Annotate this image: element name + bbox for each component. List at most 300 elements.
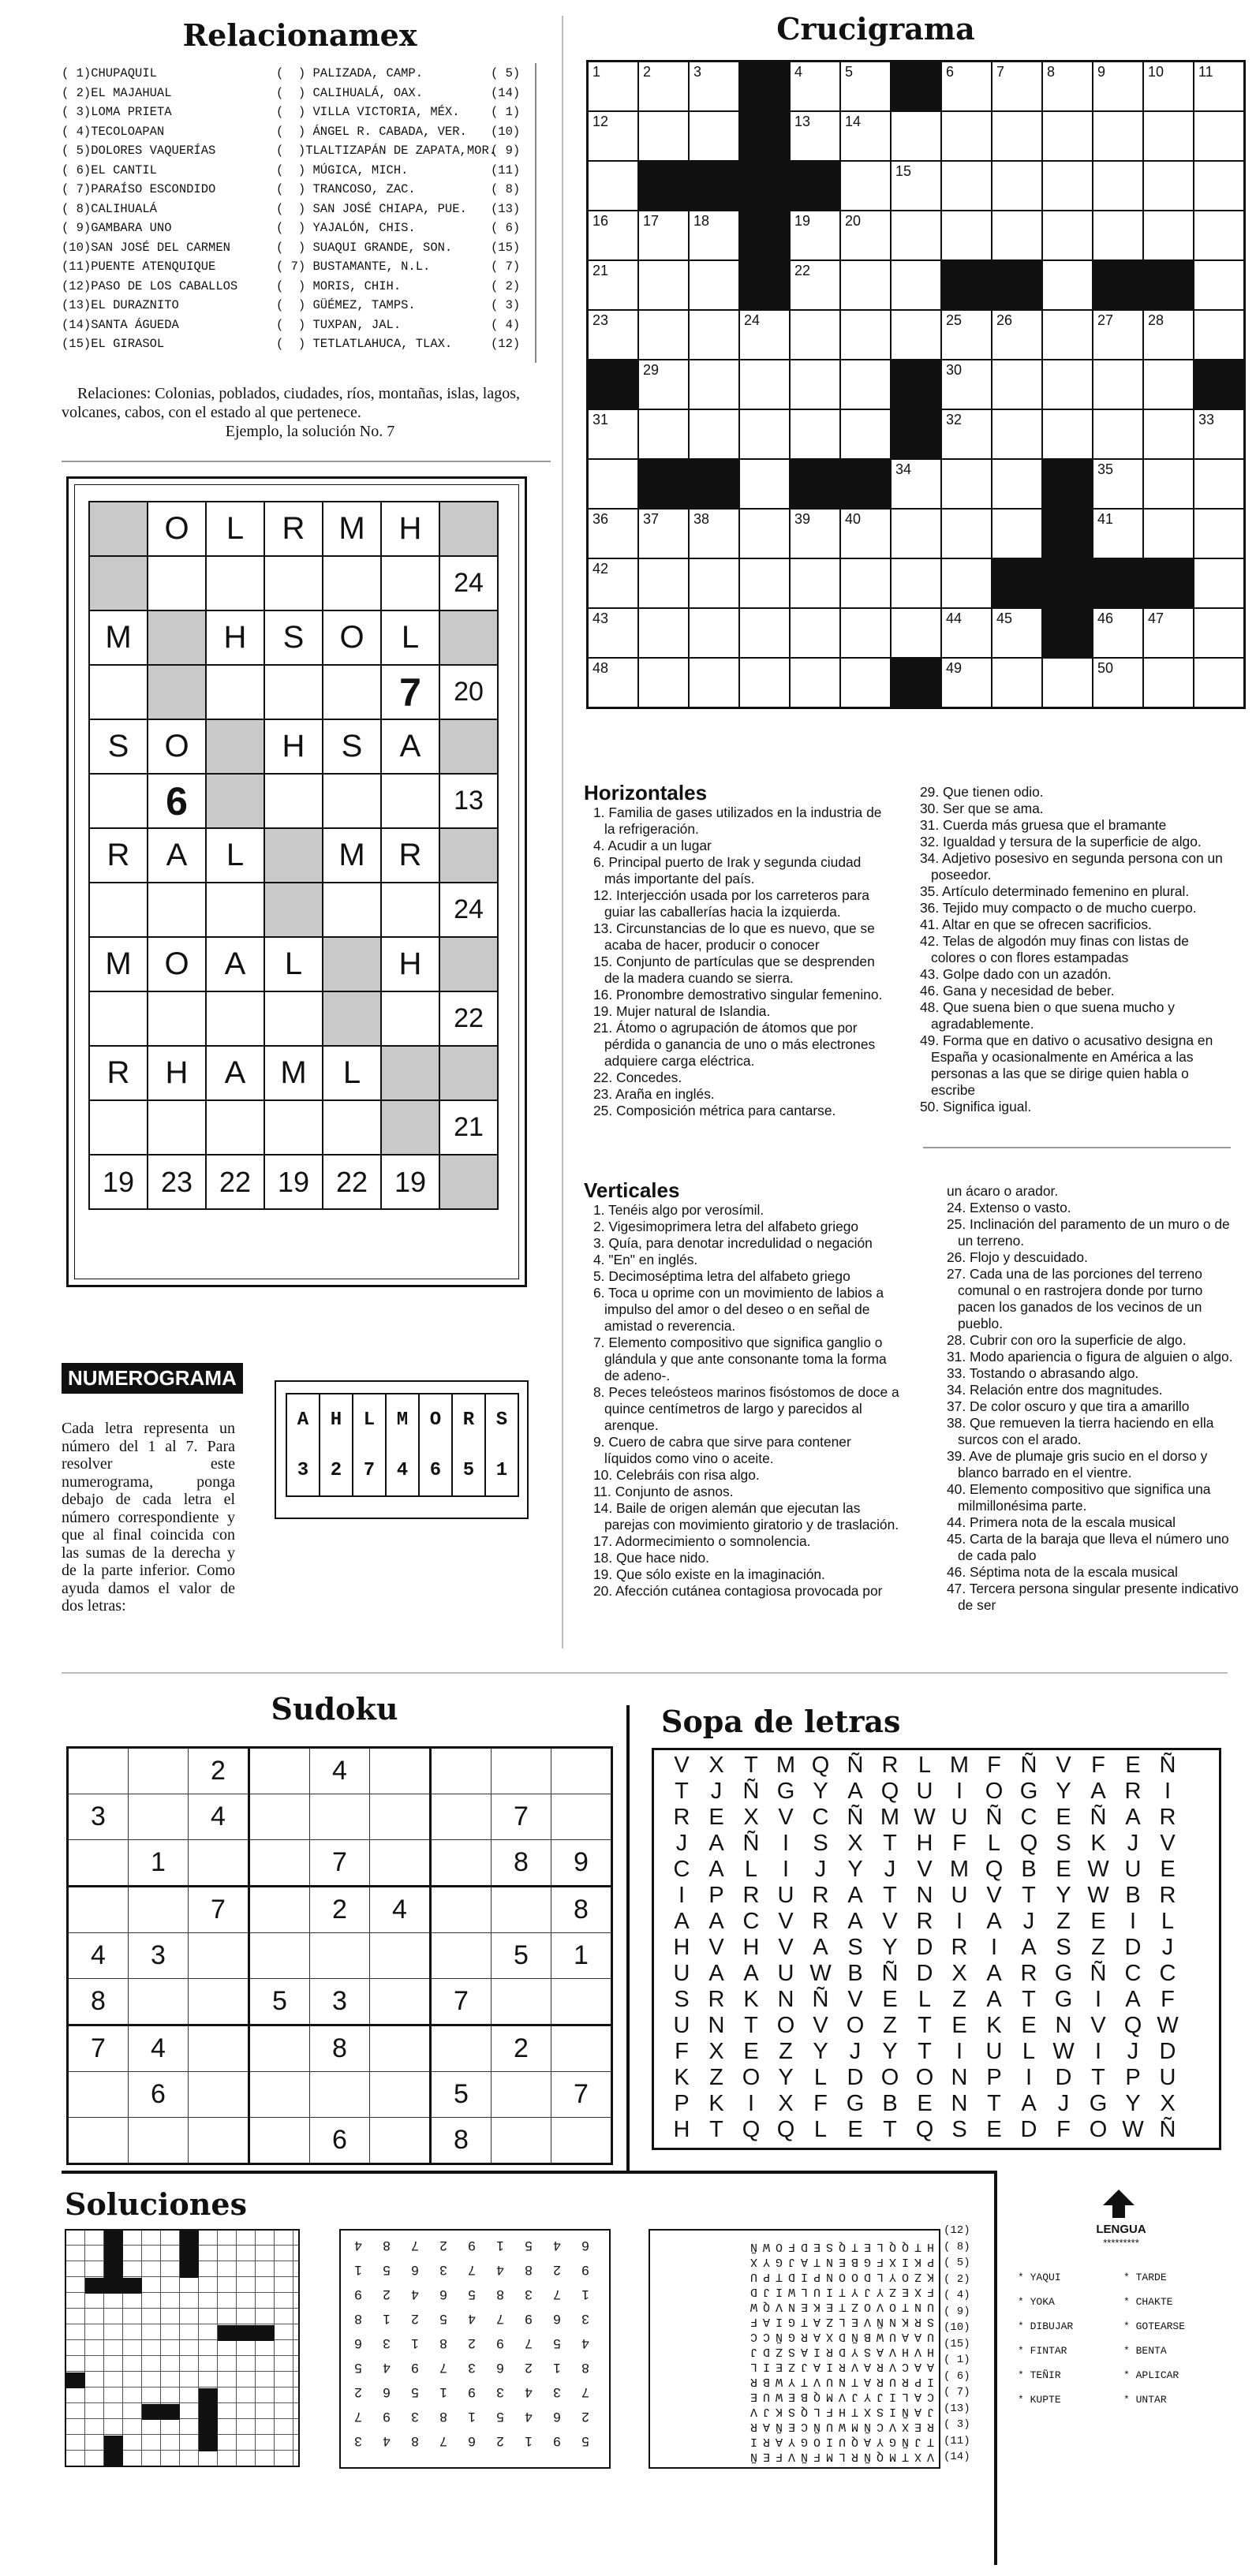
sopa-letter[interactable]: W (1087, 1883, 1109, 1908)
sudoku-cell[interactable] (249, 1933, 310, 1979)
sopa-letter[interactable]: A (1125, 1987, 1141, 2012)
sopa-letter[interactable]: I (955, 2039, 963, 2064)
numerograma-cell[interactable]: 6 (148, 774, 206, 828)
numerograma-cell[interactable] (264, 883, 323, 937)
sopa-letter[interactable]: E (743, 2039, 759, 2064)
crossword-black-cell[interactable] (1093, 260, 1143, 310)
crossword-cell[interactable] (1042, 658, 1093, 708)
sopa-letter[interactable]: O (1089, 2117, 1108, 2142)
crossword-black-cell[interactable] (1143, 558, 1194, 608)
sopa-letter[interactable]: Q (742, 2117, 761, 2142)
sopa-letter[interactable]: P (986, 2065, 1002, 2090)
sudoku-cell[interactable] (68, 2072, 129, 2118)
sopa-letter[interactable]: I (747, 2091, 755, 2116)
crossword-cell[interactable]: 21 (588, 260, 639, 310)
sudoku-cell[interactable] (129, 1979, 189, 2025)
sudoku-cell[interactable]: 4 (129, 2025, 189, 2072)
numerograma-cell[interactable]: H (148, 1046, 206, 1100)
crossword-cell[interactable] (840, 608, 891, 658)
sopa-letter[interactable]: J (1057, 2091, 1070, 2116)
sudoku-cell[interactable] (431, 2025, 492, 2072)
crossword-cell[interactable] (790, 409, 840, 459)
sopa-letter[interactable]: W (809, 1961, 832, 1986)
sudoku-cell[interactable]: 7 (492, 1794, 551, 1840)
crossword-cell[interactable]: 24 (739, 310, 790, 360)
crossword-black-cell[interactable] (1194, 360, 1245, 409)
numerograma-cell[interactable] (264, 1100, 323, 1155)
numerograma-cell[interactable] (264, 665, 323, 719)
crossword-cell[interactable] (891, 211, 941, 260)
crossword-cell[interactable] (638, 658, 689, 708)
sopa-letter[interactable]: P (1125, 2065, 1141, 2090)
sudoku-cell[interactable]: 2 (189, 1748, 249, 1794)
sudoku-cell[interactable] (370, 2025, 431, 2072)
crossword-cell[interactable] (739, 459, 790, 509)
crossword-cell[interactable] (1093, 211, 1143, 260)
sudoku-cell[interactable]: 1 (129, 1840, 189, 1887)
sudoku-cell[interactable]: 8 (492, 1840, 551, 1887)
sopa-letter[interactable]: R (812, 1909, 829, 1934)
crossword-cell[interactable]: 32 (941, 409, 992, 459)
numerograma-cell[interactable]: R (264, 502, 323, 556)
crossword-cell[interactable]: 39 (790, 509, 840, 558)
numerograma-cell[interactable]: R (89, 1046, 148, 1100)
crossword-cell[interactable] (840, 658, 891, 708)
sopa-letter[interactable]: E (1056, 1805, 1071, 1830)
crossword-cell[interactable] (1042, 260, 1093, 310)
sopa-letter[interactable]: N (951, 2091, 968, 2116)
crossword-cell[interactable] (992, 658, 1042, 708)
crossword-cell[interactable] (1042, 409, 1093, 459)
sopa-letter[interactable]: L (987, 1831, 1001, 1856)
sudoku-cell[interactable]: 3 (68, 1794, 129, 1840)
sopa-letter[interactable]: C (812, 1805, 829, 1830)
sudoku-cell[interactable] (129, 2118, 189, 2164)
crossword-black-cell[interactable] (1042, 509, 1093, 558)
sopa-letter[interactable]: F (1161, 1987, 1175, 2012)
numerograma-cell[interactable] (206, 883, 264, 937)
sopa-letter[interactable]: Y (847, 1857, 863, 1882)
sopa-letter[interactable]: H (673, 1935, 690, 1960)
crossword-cell[interactable] (790, 310, 840, 360)
sopa-letter[interactable]: A (674, 1909, 690, 1934)
sopa-letter[interactable]: S (951, 2117, 967, 2142)
crossword-cell[interactable] (739, 509, 790, 558)
numerograma-cell[interactable] (148, 665, 206, 719)
numerograma-cell[interactable]: S (264, 610, 323, 665)
numerograma-cell[interactable]: M (264, 1046, 323, 1100)
sopa-letter[interactable]: Z (952, 1987, 966, 2012)
sudoku-cell[interactable] (492, 1748, 551, 1794)
crossword-cell[interactable] (1042, 111, 1093, 161)
crossword-cell[interactable]: 36 (588, 509, 639, 558)
sudoku-cell[interactable] (370, 2072, 431, 2118)
crossword-cell[interactable]: 31 (588, 409, 639, 459)
numerograma-cell[interactable] (381, 1046, 439, 1100)
sopa-letter[interactable]: O (915, 2065, 934, 2090)
crossword-cell[interactable] (1194, 260, 1245, 310)
sudoku-cell[interactable] (492, 2072, 551, 2118)
numerograma-cell[interactable] (148, 556, 206, 610)
sopa-letter[interactable]: U (951, 1883, 968, 1908)
sopa-letter[interactable]: J (849, 2039, 862, 2064)
sopa-letter[interactable]: R (812, 1883, 829, 1908)
sudoku-cell[interactable] (189, 1840, 249, 1887)
sopa-letter[interactable]: A (708, 1857, 724, 1882)
sopa-letter[interactable]: E (917, 2091, 933, 2116)
sopa-letter[interactable]: U (777, 1883, 794, 1908)
sopa-letter[interactable]: G (1054, 1961, 1073, 1986)
crossword-cell[interactable] (1143, 409, 1194, 459)
numerograma-cell[interactable] (148, 883, 206, 937)
sopa-letter[interactable]: X (743, 1805, 759, 1830)
sopa-letter[interactable]: I (1094, 1987, 1102, 2012)
sopa-letter[interactable]: Y (778, 2065, 794, 2090)
sopa-letter[interactable]: R (673, 1805, 690, 1830)
numerograma-cell[interactable]: 22 (439, 991, 498, 1046)
sudoku-cell[interactable]: 7 (551, 2072, 612, 2118)
crossword-black-cell[interactable] (739, 161, 790, 211)
sopa-letter[interactable]: A (847, 1779, 863, 1804)
sopa-letter[interactable]: K (986, 2013, 1002, 2038)
numerograma-cell[interactable]: 22 (206, 1155, 264, 1209)
sopa-letter[interactable]: I (678, 1883, 686, 1908)
sopa-letter[interactable]: J (1127, 2039, 1139, 2064)
crossword-cell[interactable]: 20 (840, 211, 891, 260)
numerograma-cell[interactable] (323, 1100, 381, 1155)
numerograma-cell[interactable] (323, 665, 381, 719)
sudoku-cell[interactable] (249, 2025, 310, 2072)
sopa-letter[interactable]: V (1090, 2013, 1106, 2038)
sopa-letter[interactable]: T (883, 2117, 897, 2142)
sopa-letter[interactable]: V (708, 1935, 724, 1960)
crossword-cell[interactable]: 3 (689, 62, 739, 112)
numerograma-cell[interactable]: M (89, 937, 148, 991)
sudoku-cell[interactable]: 3 (310, 1979, 370, 2025)
crossword-cell[interactable] (891, 558, 941, 608)
sudoku-cell[interactable] (249, 1887, 310, 1933)
numerograma-cell[interactable] (206, 719, 264, 774)
numerograma-cell[interactable] (381, 774, 439, 828)
sopa-letter[interactable]: Y (1125, 2091, 1141, 2116)
sopa-letter[interactable]: C (742, 1909, 760, 1934)
sopa-letter[interactable]: K (708, 2091, 724, 2116)
crossword-cell[interactable] (1194, 211, 1245, 260)
sopa-letter[interactable]: J (1127, 1831, 1139, 1856)
sopa-letter[interactable]: I (782, 1831, 790, 1856)
sopa-letter[interactable]: I (955, 1909, 963, 1934)
crossword-cell[interactable]: 50 (1093, 658, 1143, 708)
numerograma-cell[interactable] (89, 1100, 148, 1155)
sopa-letter[interactable]: I (1164, 1779, 1172, 1804)
sudoku-cell[interactable] (370, 1748, 431, 1794)
sudoku-cell[interactable] (551, 2118, 612, 2164)
numerograma-cell[interactable] (439, 719, 498, 774)
numerograma-cell[interactable] (323, 991, 381, 1046)
sopa-letter[interactable]: Ñ (1020, 1753, 1037, 1778)
sudoku-cell[interactable] (249, 1748, 310, 1794)
sopa-letter[interactable]: R (1124, 1779, 1142, 1804)
crossword-cell[interactable] (1143, 360, 1194, 409)
crossword-black-cell[interactable] (941, 260, 992, 310)
crossword-cell[interactable] (941, 558, 992, 608)
sopa-letter[interactable]: V (778, 1935, 794, 1960)
sopa-letter[interactable]: L (744, 1857, 758, 1882)
numerograma-cell[interactable] (381, 991, 439, 1046)
sudoku-cell[interactable] (129, 1748, 189, 1794)
crossword-cell[interactable] (1143, 509, 1194, 558)
numerograma-cell[interactable]: M (89, 610, 148, 665)
crossword-cell[interactable] (1093, 111, 1143, 161)
sopa-letter[interactable]: Z (709, 2065, 723, 2090)
sopa-letter[interactable]: Z (1091, 1935, 1105, 1960)
sudoku-cell[interactable] (189, 2072, 249, 2118)
sopa-letter[interactable]: U (1124, 1857, 1142, 1882)
numerograma-cell[interactable]: 7 (381, 665, 439, 719)
sudoku-cell[interactable] (492, 1979, 551, 2025)
sudoku-cell[interactable]: 8 (431, 2118, 492, 2164)
crossword-cell[interactable]: 11 (1194, 62, 1245, 112)
crossword-cell[interactable] (1093, 360, 1143, 409)
sopa-letter[interactable]: X (1160, 2091, 1176, 2116)
sopa-letter[interactable]: V (917, 1857, 933, 1882)
crossword-cell[interactable]: 46 (1093, 608, 1143, 658)
sopa-letter[interactable]: V (847, 1987, 863, 2012)
sopa-letter[interactable]: U (673, 1961, 690, 1986)
numerograma-cell[interactable]: O (148, 719, 206, 774)
sopa-letter[interactable]: Z (883, 2013, 897, 2038)
sopa-letter[interactable]: A (1021, 2091, 1037, 2116)
sudoku-cell[interactable] (189, 2025, 249, 2072)
sopa-letter[interactable]: T (1022, 1883, 1036, 1908)
sopa-letter[interactable]: A (847, 1909, 863, 1934)
sopa-letter[interactable]: Q (811, 1753, 830, 1778)
sopa-letter[interactable]: Q (776, 2117, 795, 2142)
sopa-letter[interactable]: Ñ (742, 1831, 760, 1856)
crossword-black-cell[interactable] (1093, 558, 1143, 608)
numerograma-cell[interactable]: M (323, 502, 381, 556)
numerograma-cell[interactable]: H (381, 502, 439, 556)
sopa-letter[interactable]: R (1159, 1805, 1176, 1830)
sopa-letter[interactable]: Ñ (1159, 1753, 1176, 1778)
crossword-black-cell[interactable] (588, 360, 639, 409)
numerograma-cell[interactable] (206, 774, 264, 828)
crossword-black-cell[interactable] (992, 260, 1042, 310)
crossword-cell[interactable]: 7 (992, 62, 1042, 112)
sopa-letter[interactable]: E (847, 2117, 863, 2142)
sopa-letter[interactable]: B (1021, 1857, 1037, 1882)
crossword-cell[interactable]: 45 (992, 608, 1042, 658)
numerograma-cell[interactable]: L (323, 1046, 381, 1100)
sopa-letter[interactable]: J (1161, 1935, 1174, 1960)
crossword-cell[interactable] (1143, 111, 1194, 161)
sopa-letter[interactable]: W (914, 1805, 936, 1830)
sopa-letter[interactable]: S (1056, 1935, 1071, 1960)
crossword-cell[interactable]: 42 (588, 558, 639, 608)
sopa-letter[interactable]: I (1025, 2065, 1033, 2090)
crossword-cell[interactable]: 43 (588, 608, 639, 658)
crossword-cell[interactable] (739, 658, 790, 708)
sopa-letter[interactable]: F (987, 1753, 1001, 1778)
crossword-cell[interactable] (739, 409, 790, 459)
sopa-letter[interactable]: U (916, 1779, 933, 1804)
sopa-letter[interactable]: D (916, 1935, 933, 1960)
sopa-letter[interactable]: W (1157, 2013, 1179, 2038)
sopa-letter[interactable]: Ñ (847, 1805, 864, 1830)
sudoku-cell[interactable]: 5 (492, 1933, 551, 1979)
sopa-letter[interactable]: H (742, 1935, 760, 1960)
sopa-letter[interactable]: U (985, 2039, 1003, 2064)
numerograma-cell[interactable] (206, 1100, 264, 1155)
crossword-cell[interactable] (1143, 658, 1194, 708)
crossword-cell[interactable] (891, 111, 941, 161)
sopa-letter[interactable]: Ñ (985, 1805, 1003, 1830)
sopa-letter[interactable]: Ñ (742, 1779, 760, 1804)
sopa-letter[interactable]: O (846, 2013, 865, 2038)
sopa-letter[interactable]: D (916, 1961, 933, 1986)
sopa-letter[interactable]: A (708, 1961, 724, 1986)
crossword-cell[interactable] (992, 409, 1042, 459)
sopa-letter[interactable]: M (880, 1805, 900, 1830)
sopa-letter[interactable]: V (1160, 1831, 1176, 1856)
crossword-cell[interactable] (840, 558, 891, 608)
sopa-letter[interactable]: U (1159, 2065, 1176, 2090)
sudoku-cell[interactable] (249, 1794, 310, 1840)
crossword-cell[interactable] (992, 111, 1042, 161)
crossword-cell[interactable]: 1 (588, 62, 639, 112)
sopa-letter[interactable]: A (1125, 1805, 1141, 1830)
crossword-cell[interactable] (1093, 409, 1143, 459)
sopa-letter[interactable]: T (883, 1883, 897, 1908)
crossword-cell[interactable] (941, 211, 992, 260)
numerograma-cell[interactable] (89, 665, 148, 719)
sopa-letter[interactable]: F (1056, 2117, 1071, 2142)
crossword-cell[interactable]: 12 (588, 111, 639, 161)
sopa-letter[interactable]: B (882, 2091, 898, 2116)
crossword-cell[interactable] (638, 608, 689, 658)
numerograma-cell[interactable]: 24 (439, 556, 498, 610)
crossword-cell[interactable] (638, 409, 689, 459)
crossword-cell[interactable]: 23 (588, 310, 639, 360)
sudoku-cell[interactable] (68, 1748, 129, 1794)
sopa-letter[interactable]: T (987, 2091, 1001, 2116)
sopa-letter[interactable]: Z (1056, 1909, 1071, 1934)
crossword-cell[interactable] (840, 310, 891, 360)
numerograma-cell[interactable] (89, 502, 148, 556)
numerograma-cell[interactable]: O (323, 610, 381, 665)
crossword-cell[interactable]: 40 (840, 509, 891, 558)
numerograma-cell[interactable] (89, 556, 148, 610)
sopa-letter[interactable]: V (1056, 1753, 1071, 1778)
crossword-cell[interactable] (1042, 211, 1093, 260)
sopa-letter[interactable]: Y (813, 1779, 828, 1804)
numerograma-cell[interactable]: O (148, 502, 206, 556)
sudoku-cell[interactable] (431, 1933, 492, 1979)
sudoku-cell[interactable] (431, 1887, 492, 1933)
sopa-letter[interactable]: A (708, 1909, 724, 1934)
crossword-black-cell[interactable] (739, 62, 790, 112)
crossword-cell[interactable] (1194, 509, 1245, 558)
sudoku-cell[interactable] (310, 2072, 370, 2118)
sopa-letter[interactable]: Y (882, 1935, 898, 1960)
sudoku-cell[interactable]: 2 (310, 1887, 370, 1933)
crossword-cell[interactable] (689, 111, 739, 161)
sopa-letter[interactable]: W (1122, 2117, 1144, 2142)
numerograma-cell[interactable] (264, 828, 323, 883)
sopa-letter[interactable]: D (1159, 2039, 1176, 2064)
sopa-letter[interactable]: Ñ (1090, 1805, 1107, 1830)
sopa-letter[interactable]: Ñ (1159, 2117, 1176, 2142)
sopa-letter[interactable]: N (708, 2013, 725, 2038)
crossword-cell[interactable]: 27 (1093, 310, 1143, 360)
sopa-letter[interactable]: V (882, 1909, 898, 1934)
crossword-black-cell[interactable] (1042, 558, 1093, 608)
sopa-letter[interactable]: Q (915, 2117, 934, 2142)
crossword-cell[interactable] (1042, 310, 1093, 360)
sopa-letter[interactable]: R (916, 1909, 933, 1934)
sopa-letter[interactable]: P (708, 1883, 724, 1908)
numerograma-cell[interactable]: M (323, 828, 381, 883)
crossword-cell[interactable]: 37 (638, 509, 689, 558)
sopa-letter[interactable]: A (986, 1961, 1002, 1986)
sopa-letter[interactable]: E (1056, 1857, 1071, 1882)
sopa-letter[interactable]: C (1159, 1961, 1176, 1986)
sopa-letter[interactable]: G (776, 1779, 795, 1804)
crossword-cell[interactable]: 41 (1093, 509, 1143, 558)
sudoku-cell[interactable] (431, 1840, 492, 1887)
sopa-letter[interactable]: T (918, 2039, 932, 2064)
crossword-cell[interactable] (689, 260, 739, 310)
numerograma-cell[interactable]: L (206, 502, 264, 556)
crossword-cell[interactable]: 47 (1143, 608, 1194, 658)
crossword-black-cell[interactable] (790, 459, 840, 509)
numerograma-cell[interactable]: 20 (439, 665, 498, 719)
sopa-letter[interactable]: G (846, 2091, 865, 2116)
sopa-letter[interactable]: G (1089, 2091, 1108, 2116)
sopa-letter[interactable]: C (1020, 1805, 1037, 1830)
sopa-letter[interactable]: N (1055, 2013, 1072, 2038)
sudoku-cell[interactable] (431, 1794, 492, 1840)
sopa-letter[interactable]: Y (1056, 1779, 1071, 1804)
sudoku-cell[interactable]: 2 (492, 2025, 551, 2072)
sopa-letter[interactable]: M (949, 1857, 970, 1882)
sopa-letter[interactable]: R (708, 1987, 725, 2012)
numerograma-cell[interactable]: A (148, 828, 206, 883)
sudoku-cell[interactable]: 4 (189, 1794, 249, 1840)
numerograma-cell[interactable] (439, 1155, 498, 1209)
sudoku-cell[interactable] (249, 2118, 310, 2164)
sudoku-cell[interactable]: 1 (551, 1933, 612, 1979)
sopa-letter[interactable]: E (1160, 1857, 1176, 1882)
sopa-letter[interactable]: C (1124, 1961, 1142, 1986)
crossword-cell[interactable]: 34 (891, 459, 941, 509)
sopa-letter[interactable]: F (952, 1831, 966, 1856)
sopa-letter[interactable]: S (813, 1831, 828, 1856)
numerograma-cell[interactable]: A (206, 937, 264, 991)
crossword-black-cell[interactable] (739, 111, 790, 161)
sudoku-cell[interactable] (431, 1748, 492, 1794)
sudoku-cell[interactable]: 4 (68, 1933, 129, 1979)
numerograma-cell[interactable] (323, 937, 381, 991)
sudoku-cell[interactable] (249, 2072, 310, 2118)
numerograma-cell[interactable]: A (206, 1046, 264, 1100)
sopa-letter[interactable]: W (1052, 2039, 1075, 2064)
sopa-letter[interactable]: A (986, 1987, 1002, 2012)
crossword-cell[interactable] (992, 360, 1042, 409)
numerograma-cell[interactable]: 19 (264, 1155, 323, 1209)
sopa-letter[interactable]: L (918, 1753, 932, 1778)
sudoku-cell[interactable] (189, 2118, 249, 2164)
